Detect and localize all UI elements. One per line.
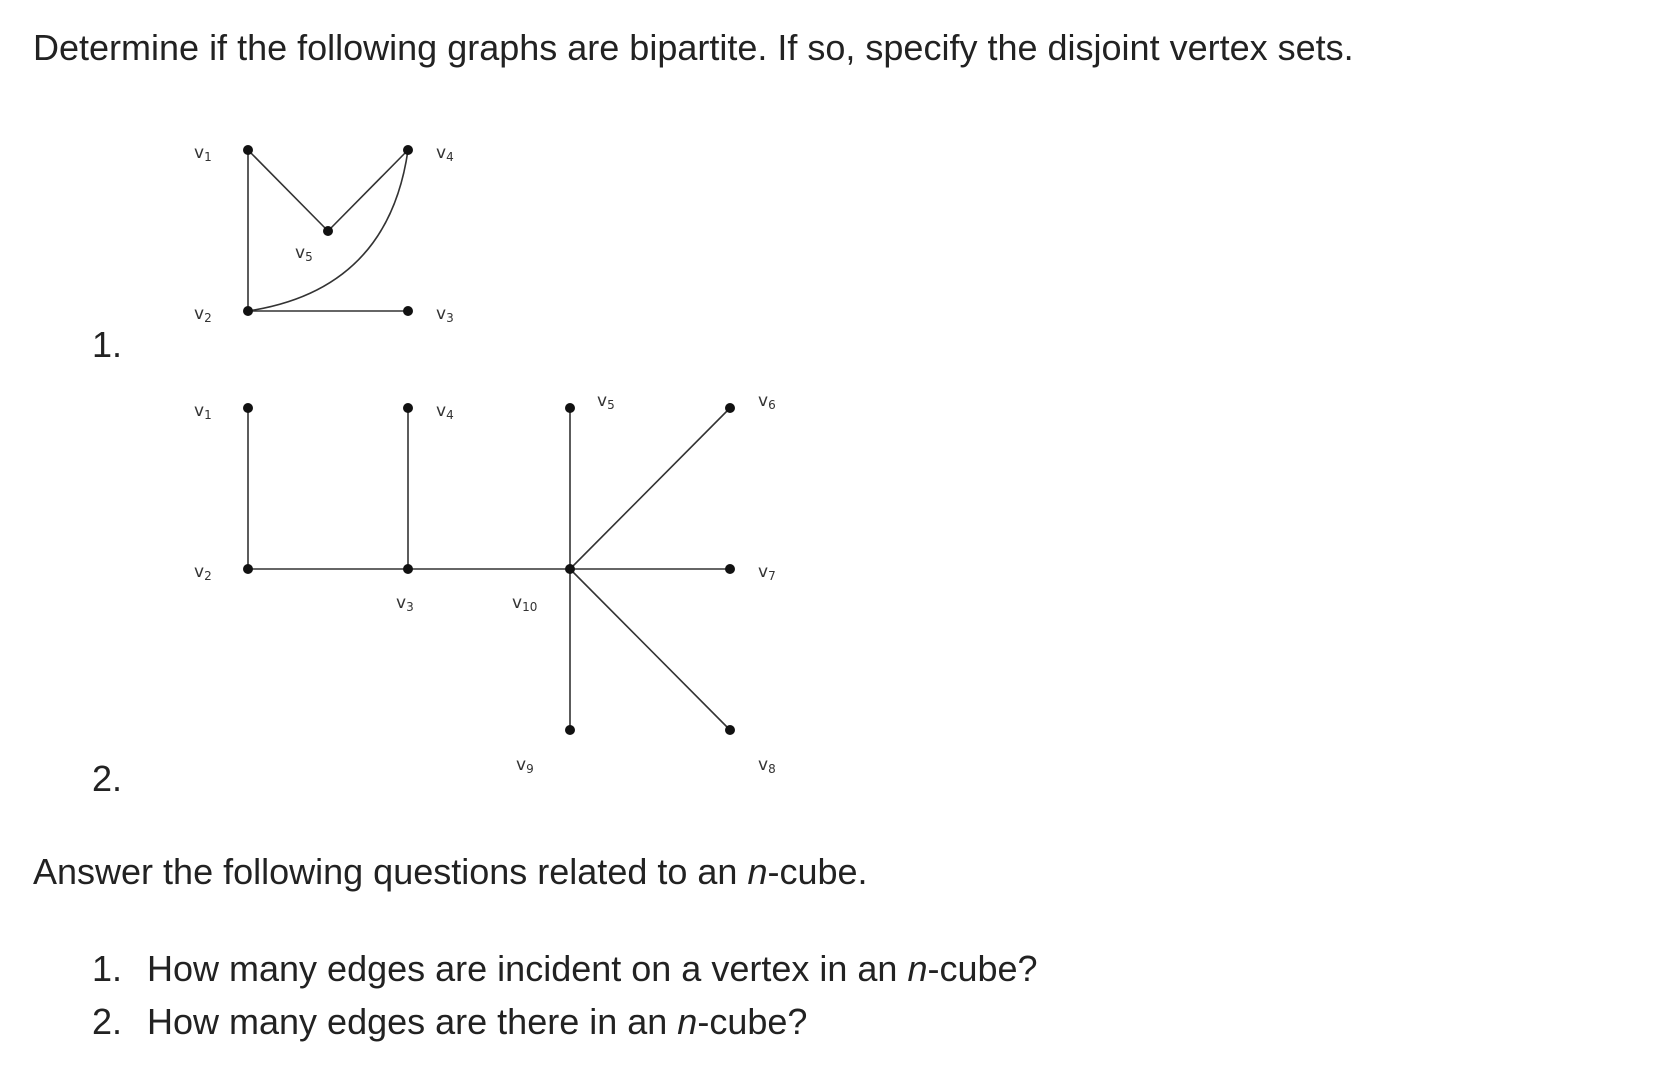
item-number-1: 1. xyxy=(92,324,123,365)
vertex-label-v8: v8 xyxy=(758,755,776,776)
intro-text: Determine if the following graphs are bipartite. If so, specify the disjoint vertex sets. xyxy=(33,27,1354,68)
question-list xyxy=(92,942,1038,1048)
question-1: 1. How many edges are incident on a vertex in an n-cube? xyxy=(92,948,1038,989)
edge-v10-v8 xyxy=(570,569,730,730)
vertex-v4 xyxy=(403,403,413,413)
vertex-label-v5: v5 xyxy=(295,243,313,264)
vertex-label-v6: v6 xyxy=(758,391,776,412)
vertex-v9 xyxy=(565,725,575,735)
vertex-label-v4: v4 xyxy=(436,401,454,422)
vertex-label-v9: v9 xyxy=(516,755,534,776)
item-number-2: 2. xyxy=(92,758,123,799)
question-2: 2. How many edges are there in an n-cube? xyxy=(92,1001,808,1042)
vertex-v10 xyxy=(565,564,575,574)
vertex-label-v2: v2 xyxy=(194,562,212,583)
vertex-v3 xyxy=(403,564,413,574)
vertex-label-v1: v1 xyxy=(194,401,212,422)
vertex-v8 xyxy=(725,725,735,735)
edge-v10-v6 xyxy=(570,408,730,569)
vertex-label-v3: v3 xyxy=(396,593,414,614)
vertex-label-v3: v3 xyxy=(436,304,454,325)
vertex-label-v5: v5 xyxy=(597,391,615,412)
vertex-v1 xyxy=(243,403,253,413)
vertex-label-v10: v10 xyxy=(512,593,538,614)
vertex-label-v1: v1 xyxy=(194,143,212,164)
vertex-v5 xyxy=(565,403,575,413)
vertex-v6 xyxy=(725,403,735,413)
vertex-v7 xyxy=(725,564,735,574)
vertex-label-v7: v7 xyxy=(758,562,776,583)
ncube-prompt: Answer the following questions related to an n-cube. xyxy=(33,851,868,892)
vertex-v2 xyxy=(243,564,253,574)
vertex-label-v4: v4 xyxy=(436,143,454,164)
vertex-label-v2: v2 xyxy=(194,304,212,325)
